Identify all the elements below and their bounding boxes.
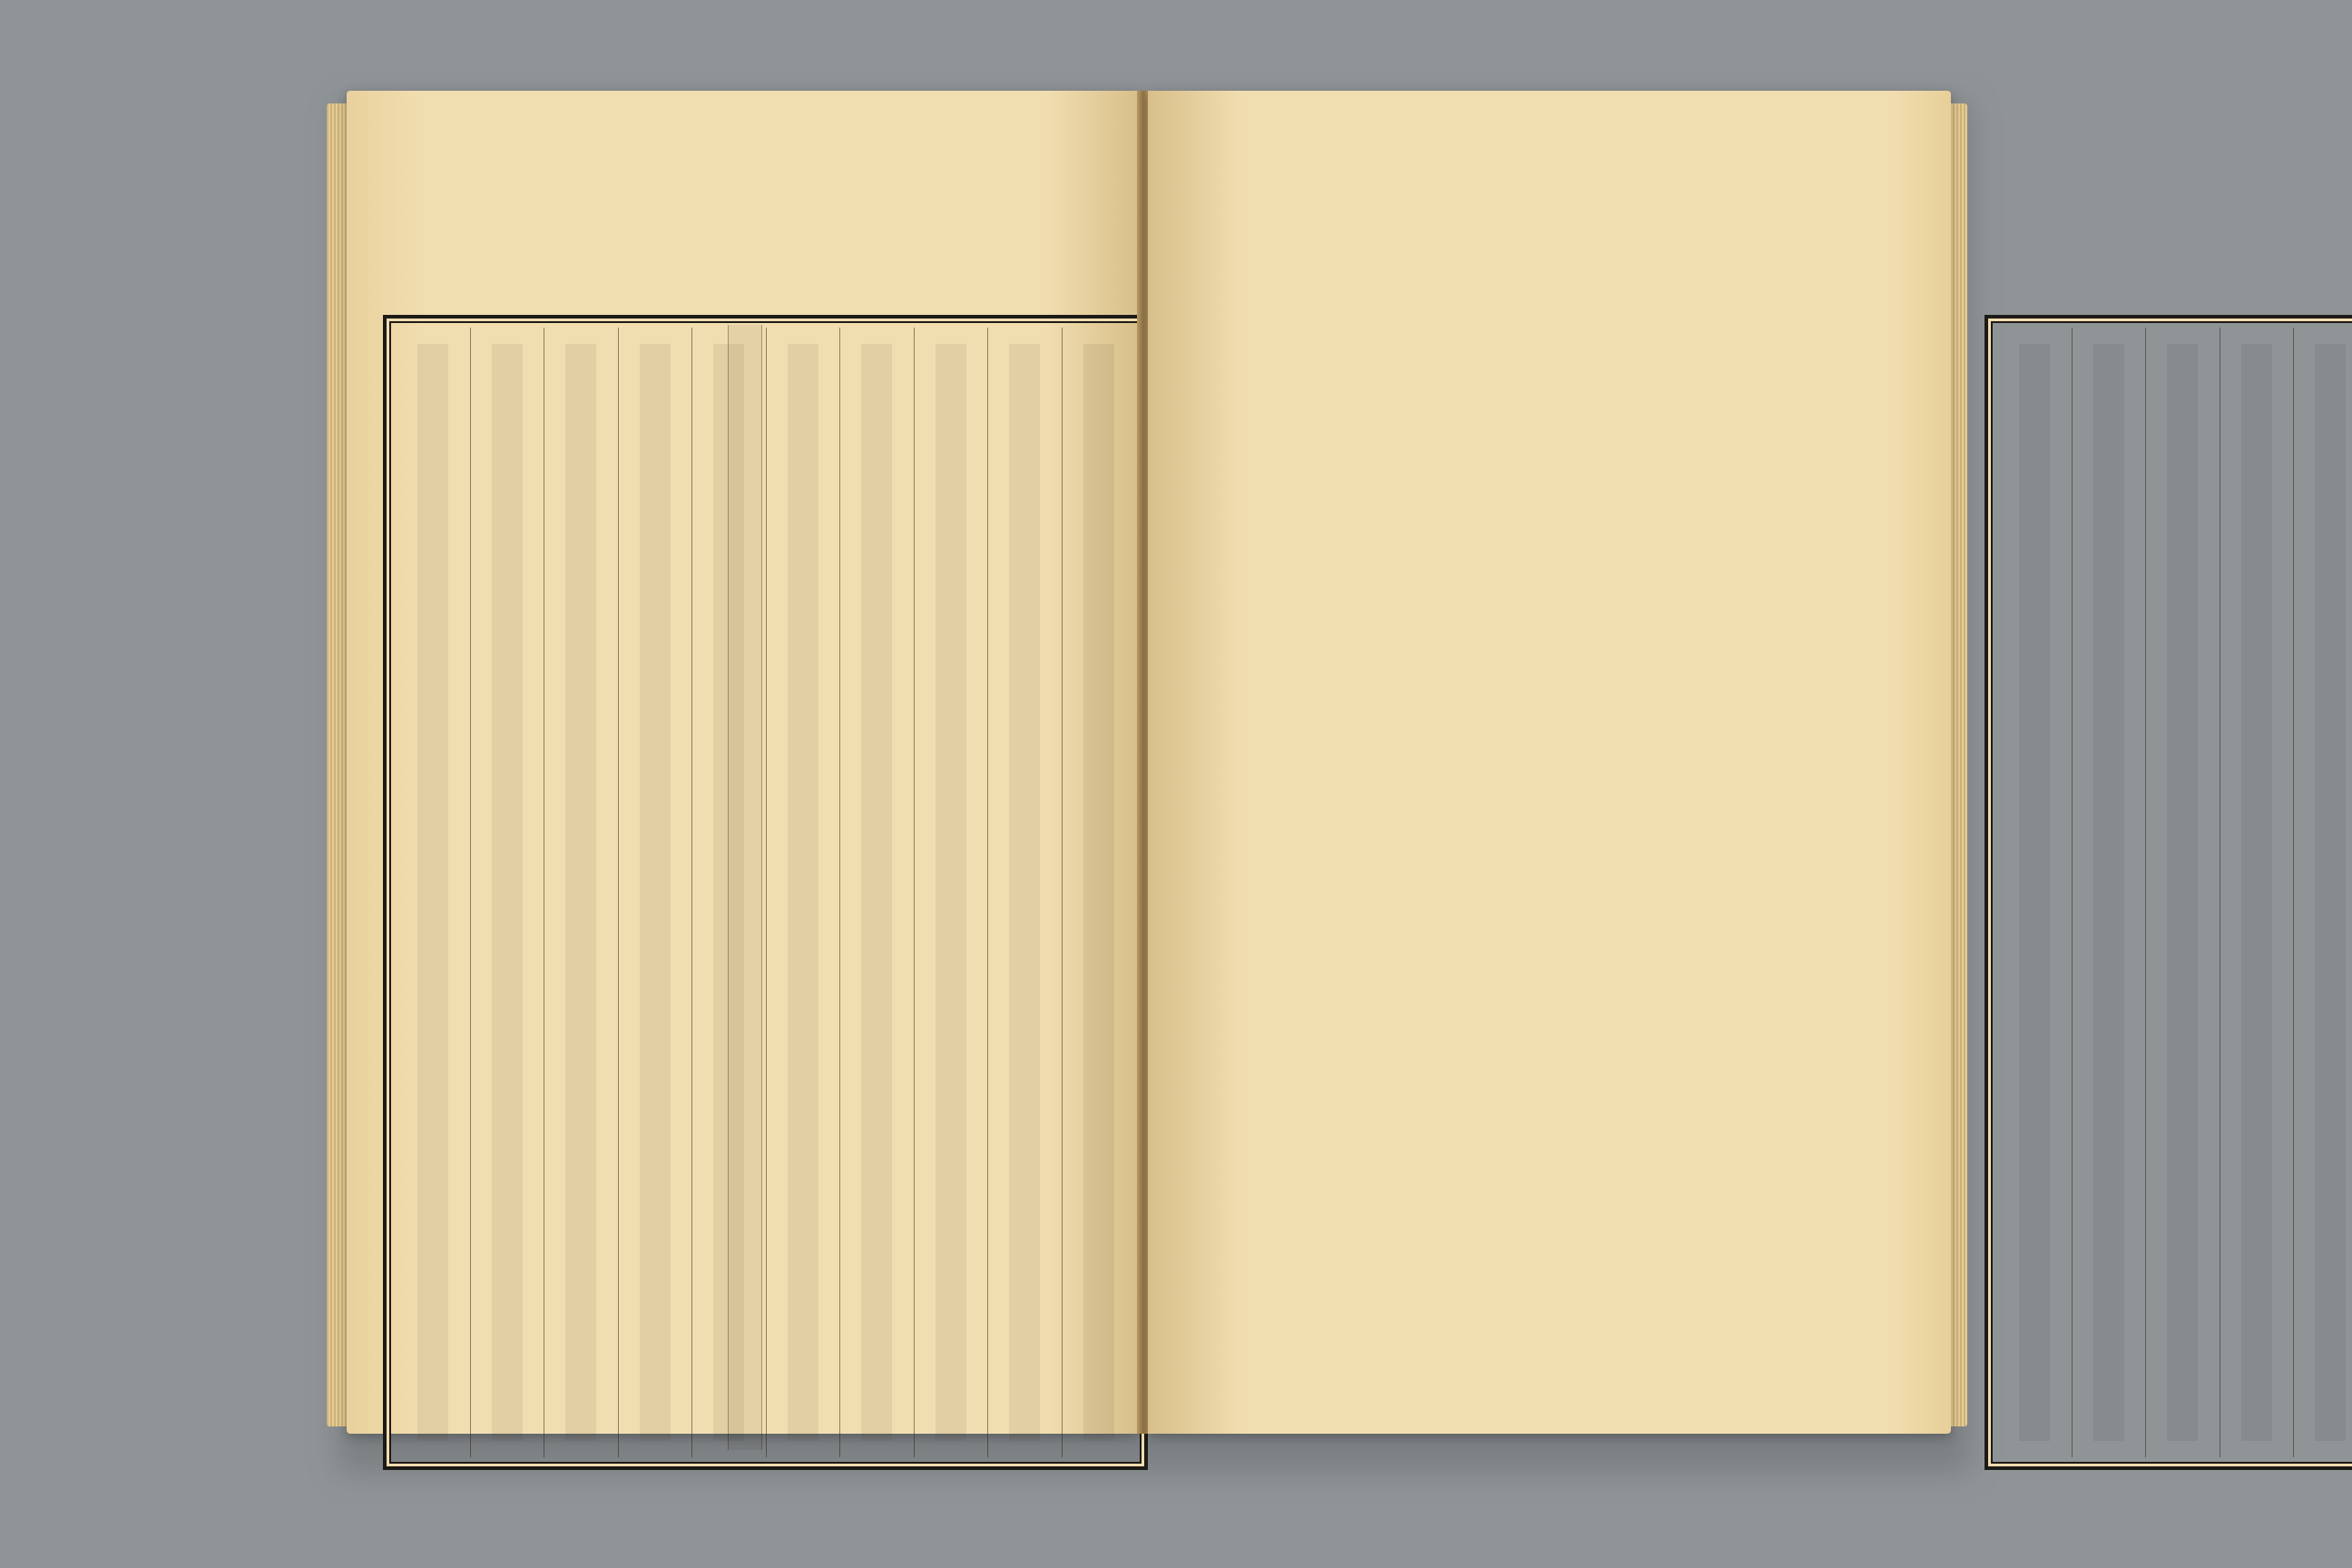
text-column bbox=[2072, 328, 2146, 1457]
text-column bbox=[618, 328, 692, 1457]
text-column bbox=[544, 328, 618, 1457]
text-column bbox=[2220, 328, 2294, 1457]
right-text-frame bbox=[1984, 315, 2352, 1470]
left-text-frame bbox=[383, 315, 1148, 1470]
text-column bbox=[396, 328, 470, 1457]
text-column bbox=[2293, 328, 2352, 1457]
left-text-columns bbox=[396, 328, 1135, 1457]
text-column bbox=[987, 328, 1062, 1457]
left-fold-mark bbox=[728, 325, 762, 1450]
open-book bbox=[327, 91, 1971, 1452]
text-column bbox=[766, 328, 840, 1457]
text-column bbox=[2145, 328, 2220, 1457]
text-column bbox=[1062, 328, 1136, 1457]
text-column bbox=[839, 328, 914, 1457]
text-column bbox=[914, 328, 988, 1457]
left-page[interactable] bbox=[347, 91, 1139, 1434]
text-column bbox=[1997, 328, 2072, 1457]
right-page[interactable] bbox=[1148, 91, 1951, 1434]
text-column bbox=[470, 328, 544, 1457]
right-text-columns bbox=[1997, 328, 2352, 1457]
